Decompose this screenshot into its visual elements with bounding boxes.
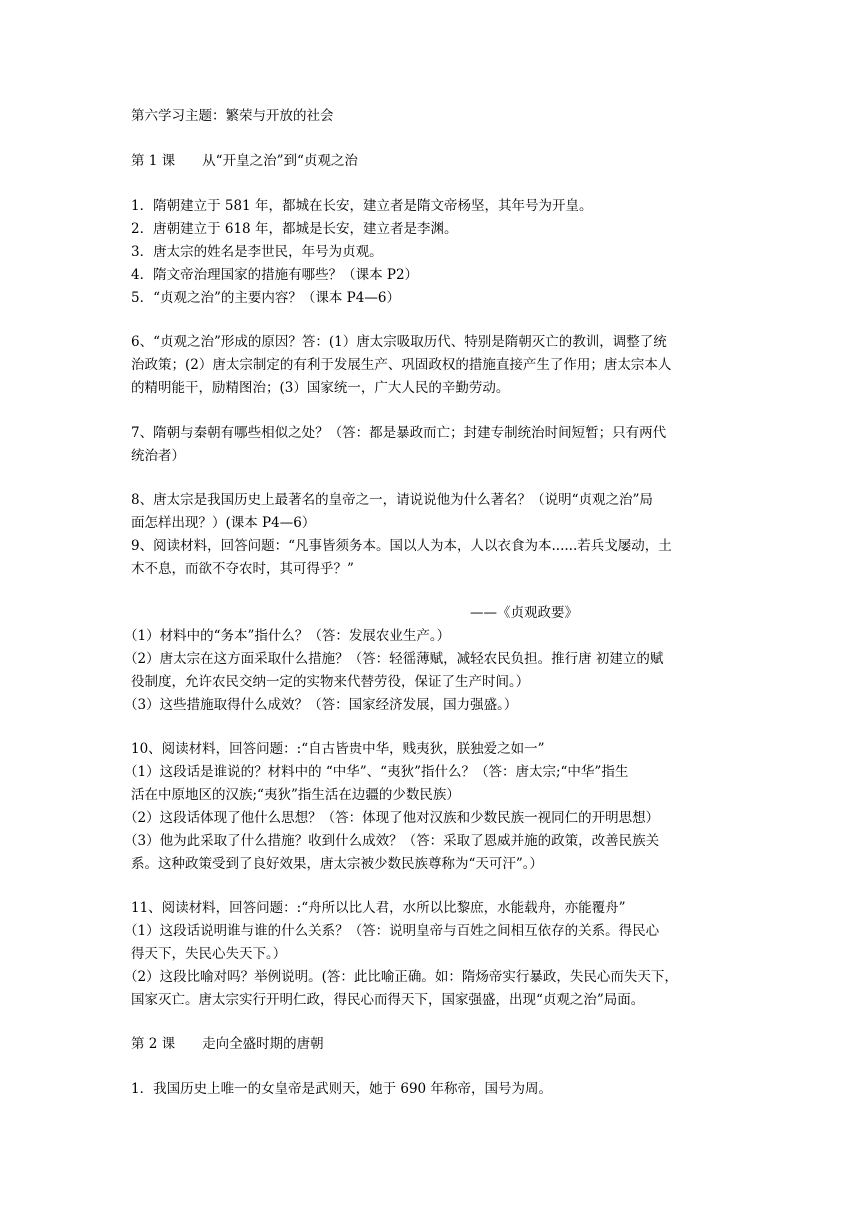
question-9-answer: （1）材料中的“务本”指什么？（答：发展农业生产。） (124, 628, 451, 644)
question-8-line: 面怎样出现？）(课本 P4—6） (131, 515, 316, 531)
question-11-line: 国家灭亡。唐太宗实行开明仁政，得民心而得天下，国家强盛，出现“贞观之治”局面。 (131, 992, 645, 1008)
lesson-2-heading: 第 2 课 走向全盛时期的唐朝 (131, 1036, 324, 1052)
question-10-line: 10、阅读材料，回答问题：:“自古皆贵中华，贱夷狄，朕独爱之如一” (131, 741, 545, 757)
lesson-1-item: 2．唐朝建立于 618 年，都城是长安，建立者是李渊。 (131, 221, 458, 237)
question-11-line: （1）这段话说明谁与谁的什么关系？（答：说明皇帝与百姓之间相互依存的关系。得民心 (124, 923, 660, 939)
quote-source: ——《贞观政要》 (470, 605, 578, 621)
question-9-line: 木不息，而欲不夺农时，其可得乎？” (131, 561, 354, 577)
lesson-1-item: 3．唐太宗的姓名是李世民，年号为贞观。 (131, 244, 383, 260)
question-9-answer: （2）唐太宗在这方面采取什么措施？（答：轻徭薄赋，减轻农民负担。推行唐 初建立的赋 (124, 651, 664, 667)
question-10-line: 系。这种政策受到了良好效果，唐太宗被少数民族尊称为“天可汗”。） (131, 856, 544, 872)
question-11-line: （2）这段比喻对吗？举例说明。(答：此比喻正确。如：隋炀帝实行暴政，失民心而失天下， (124, 969, 678, 985)
question-7-line: 统治者） (131, 448, 185, 464)
lesson-1-item: 4．隋文帝治理国家的措施有哪些？（课本 P2） (131, 267, 419, 283)
question-7-line: 7、隋朝与秦朝有哪些相似之处？（答：都是暴政而亡；封建专制统治时间短暂；只有两代 (131, 425, 667, 441)
lesson-2-item: 1．我国历史上唯一的女皇帝是武则天，她于 690 年称帝，国号为周。 (131, 1081, 552, 1097)
question-10-line: 活在中原地区的汉族;“夷狄”指生活在边疆的少数民族） (131, 787, 460, 803)
question-8-line: 8、唐太宗是我国历史上最著名的皇帝之一，请说说他为什么著名？（说明“贞观之治”局 (131, 492, 653, 508)
question-10-line: （2）这段话体现了他什么思想？（答：体现了他对汉族和少数民族一视同仁的开明思想） (124, 810, 660, 826)
question-9-line: 9、阅读材料，回答问题：“凡事皆须务本。国以人为本，人以衣食为本......若兵戈屡动，土 (131, 538, 672, 554)
lesson-1-item: 5．“贞观之治”的主要内容？（课本 P4—6） (131, 290, 400, 306)
question-6-line: 的精明能干，励精图治；(3）国家统一，广大人民的辛勤劳动。 (131, 380, 510, 396)
question-9-answer: （3）这些措施取得什么成效？（答：国家经济发展，国力强盛。） (124, 697, 518, 713)
question-10-line: （3）他为此采取了什么措施？收到什么成效？（答：采取了恩威并施的政策，改善民族关 (124, 833, 660, 849)
question-11-line: 11、阅读材料，回答问题：:“舟所以比人君，水所以比黎庶，水能载舟，亦能覆舟” (131, 900, 626, 916)
page-title: 第六学习主题：繁荣与开放的社会 (131, 108, 334, 124)
question-6-line: 6、“贞观之治”形成的原因？答：(1）唐太宗吸取历代、特别是隋朝灭亡的教训，调整了统 (131, 334, 667, 350)
question-11-line: 得天下，失民心失天下。） (131, 946, 287, 962)
question-6-line: 治政策；(2）唐太宗制定的有利于发展生产、巩固政权的措施直接产生了作用；唐太宗本人 (131, 357, 672, 373)
question-10-line: （1）这段话是谁说的？材料中的 “中华”、“夷狄”指什么？（答：唐太宗;“中华”指生 (124, 764, 629, 780)
lesson-1-heading: 第 1 课 从“开皇之治”到“贞观之治 (131, 153, 358, 169)
question-9-answer: 役制度，允许农民交纳一定的实物来代替劳役，保证了生产时间。） (131, 674, 530, 690)
lesson-1-item: 1．隋朝建立于 581 年，都城在长安，建立者是隋文帝杨坚，其年号为开皇。 (131, 198, 593, 214)
